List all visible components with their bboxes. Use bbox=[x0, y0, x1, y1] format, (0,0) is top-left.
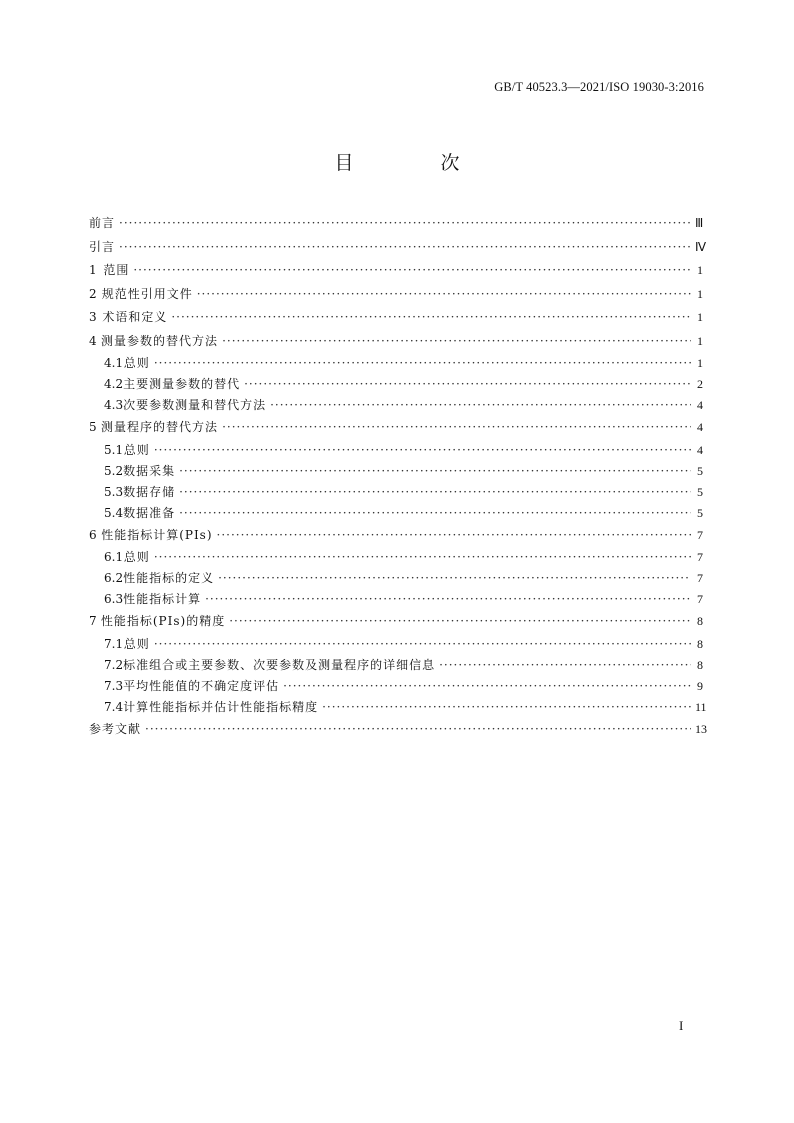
toc-entry-title: 总则 bbox=[123, 550, 150, 564]
toc-entry-page: 11 bbox=[695, 699, 707, 714]
toc-entry-title: 规范性引用文件 bbox=[101, 286, 193, 301]
toc-entry-number: 5.3 bbox=[104, 484, 124, 499]
toc-entry[interactable] bbox=[89, 212, 703, 236]
toc-entry-title: 平均性能值的不确定度评估 bbox=[123, 678, 280, 693]
toc-entry-title: 数据采集 bbox=[123, 463, 176, 478]
toc-entry-number: 6.3 bbox=[104, 592, 124, 606]
toc-entry-title: 术语和定义 bbox=[102, 310, 168, 324]
toc-entry-page: Ⅳ bbox=[695, 239, 707, 254]
standard-code-header: GB/T 40523.3—2021/ISO 19030-3:2016 bbox=[494, 80, 704, 94]
toc-entry-title: 性能指标计算 bbox=[123, 592, 202, 606]
toc-entry-number: 6 bbox=[89, 527, 97, 542]
toc-entry-page: 7 bbox=[697, 550, 703, 564]
toc-dot-leader bbox=[179, 482, 691, 503]
toc-entry-number: 7.4 bbox=[104, 699, 124, 714]
toc-entry[interactable] bbox=[89, 330, 703, 354]
toc-entry[interactable] bbox=[89, 353, 703, 374]
page-title: 目 次 bbox=[334, 152, 494, 174]
toc-entry-title: 性能指标的定义 bbox=[123, 571, 215, 585]
toc-entry-title: 计算性能指标并估计性能指标精度 bbox=[123, 699, 319, 714]
toc-entry-page: 4 bbox=[697, 420, 703, 434]
toc-dot-leader bbox=[154, 440, 691, 461]
toc-entry[interactable] bbox=[89, 524, 703, 548]
table-of-contents bbox=[89, 212, 707, 741]
toc-entry-number: 5.4 bbox=[104, 505, 124, 520]
toc-entry-title: 前言 bbox=[89, 216, 116, 230]
toc-entry-page: 8 bbox=[697, 657, 703, 672]
toc-entry[interactable] bbox=[89, 259, 703, 283]
toc-entry-number: 4.1 bbox=[104, 356, 124, 370]
toc-dot-leader bbox=[244, 374, 691, 395]
toc-entry-number: 5 bbox=[89, 420, 97, 434]
toc-entry-page: 7 bbox=[697, 592, 703, 606]
toc-entry-number: 3 bbox=[89, 310, 97, 324]
toc-entry[interactable] bbox=[89, 482, 703, 503]
toc-entry-title: 总则 bbox=[123, 356, 150, 370]
toc-entry-number: 7.3 bbox=[104, 678, 124, 693]
toc-entry-page: 1 bbox=[697, 333, 703, 348]
toc-entry-page: 7 bbox=[697, 571, 703, 585]
toc-entry-title: 主要测量参数的替代 bbox=[123, 377, 241, 391]
toc-entry-page: 4 bbox=[697, 398, 703, 412]
toc-dot-leader bbox=[154, 547, 691, 568]
toc-entry-page: 13 bbox=[695, 721, 707, 736]
toc-entry-title: 引言 bbox=[89, 239, 116, 254]
toc-entry[interactable] bbox=[89, 568, 703, 589]
toc-entry-page: 1 bbox=[697, 310, 703, 324]
footer-page-number: I bbox=[679, 1018, 684, 1033]
toc-dot-leader bbox=[229, 610, 691, 634]
toc-dot-leader bbox=[154, 353, 691, 374]
toc-dot-leader bbox=[171, 306, 691, 330]
toc-entry[interactable] bbox=[89, 440, 703, 461]
toc-dot-leader bbox=[133, 259, 691, 283]
toc-entry-page: 5 bbox=[697, 484, 703, 499]
toc-entry-title: 测量参数的替代方法 bbox=[101, 333, 219, 348]
toc-entry-page: 7 bbox=[697, 527, 703, 542]
toc-entry-number: 7 bbox=[89, 614, 97, 628]
toc-entry-number: 6.2 bbox=[104, 571, 124, 585]
toc-dot-leader bbox=[154, 634, 691, 655]
toc-entry[interactable] bbox=[89, 589, 703, 610]
toc-entry-title: 数据存储 bbox=[123, 484, 176, 499]
toc-entry-title: 数据准备 bbox=[123, 505, 176, 520]
toc-entry-number: 4 bbox=[89, 333, 97, 348]
toc-entry-title: 性能指标(PIs)的精度 bbox=[100, 614, 226, 628]
toc-dot-leader bbox=[439, 655, 691, 676]
toc-entry-number: 2 bbox=[89, 286, 97, 301]
toc-entry-title: 总则 bbox=[123, 636, 150, 651]
toc-dot-leader bbox=[119, 212, 691, 236]
toc-entry[interactable] bbox=[89, 697, 707, 718]
toc-entry-page: Ⅲ bbox=[695, 216, 704, 230]
toc-entry[interactable] bbox=[89, 374, 703, 395]
toc-entry[interactable] bbox=[89, 416, 703, 440]
toc-entry[interactable] bbox=[89, 610, 703, 634]
toc-entry[interactable] bbox=[89, 547, 703, 568]
toc-dot-leader bbox=[322, 697, 691, 718]
toc-entry[interactable] bbox=[89, 236, 707, 260]
toc-entry[interactable] bbox=[89, 655, 703, 676]
toc-dot-leader bbox=[222, 416, 691, 440]
toc-dot-leader bbox=[205, 589, 691, 610]
toc-entry-page: 4 bbox=[697, 442, 703, 457]
toc-entry-page: 5 bbox=[697, 505, 703, 520]
toc-entry[interactable] bbox=[89, 503, 703, 524]
toc-dot-leader bbox=[179, 503, 691, 524]
toc-dot-leader bbox=[197, 283, 691, 307]
toc-entry-title: 总则 bbox=[123, 442, 150, 457]
toc-entry-title: 标准组合或主要参数、次要参数及测量程序的详细信息 bbox=[123, 657, 436, 672]
toc-entry-number: 4.2 bbox=[104, 377, 124, 391]
toc-dot-leader bbox=[145, 718, 691, 742]
toc-entry-number: 7.1 bbox=[104, 636, 124, 651]
toc-dot-leader bbox=[270, 395, 691, 416]
toc-entry-number: 1 bbox=[89, 263, 97, 277]
toc-entry-title: 范围 bbox=[103, 263, 130, 277]
toc-dot-leader bbox=[218, 568, 691, 589]
toc-entry-page: 9 bbox=[697, 678, 703, 693]
toc-entry[interactable] bbox=[89, 395, 703, 416]
toc-entry-title: 参考文献 bbox=[89, 721, 142, 736]
toc-entry-page: 1 bbox=[697, 263, 703, 277]
toc-entry[interactable] bbox=[89, 306, 703, 330]
toc-entry-page: 5 bbox=[697, 463, 703, 478]
toc-dot-leader bbox=[179, 461, 691, 482]
toc-dot-leader bbox=[217, 524, 691, 548]
toc-entry-number: 4.3 bbox=[104, 398, 124, 412]
toc-dot-leader bbox=[222, 330, 691, 354]
toc-entry-number: 5.1 bbox=[104, 442, 124, 457]
toc-entry[interactable] bbox=[89, 283, 703, 307]
toc-entry-page: 8 bbox=[697, 614, 703, 628]
toc-entry[interactable] bbox=[89, 461, 703, 482]
toc-entry-title: 次要参数测量和替代方法 bbox=[123, 398, 267, 412]
toc-entry-number: 5.2 bbox=[104, 463, 124, 478]
toc-entry-number: 6.1 bbox=[104, 550, 124, 564]
toc-entry-title: 性能指标计算(PIs) bbox=[101, 527, 213, 542]
toc-dot-leader bbox=[283, 676, 691, 697]
toc-entry[interactable] bbox=[89, 676, 703, 697]
toc-entry[interactable] bbox=[89, 718, 707, 742]
toc-entry-page: 2 bbox=[697, 377, 703, 391]
toc-entry-page: 8 bbox=[697, 636, 703, 651]
toc-dot-leader bbox=[119, 236, 691, 260]
toc-entry-page: 1 bbox=[697, 356, 703, 370]
toc-entry-title: 测量程序的替代方法 bbox=[101, 420, 219, 434]
toc-entry-page: 1 bbox=[696, 286, 703, 301]
toc-entry-number: 7.2 bbox=[104, 657, 124, 672]
toc-entry[interactable] bbox=[89, 634, 703, 655]
